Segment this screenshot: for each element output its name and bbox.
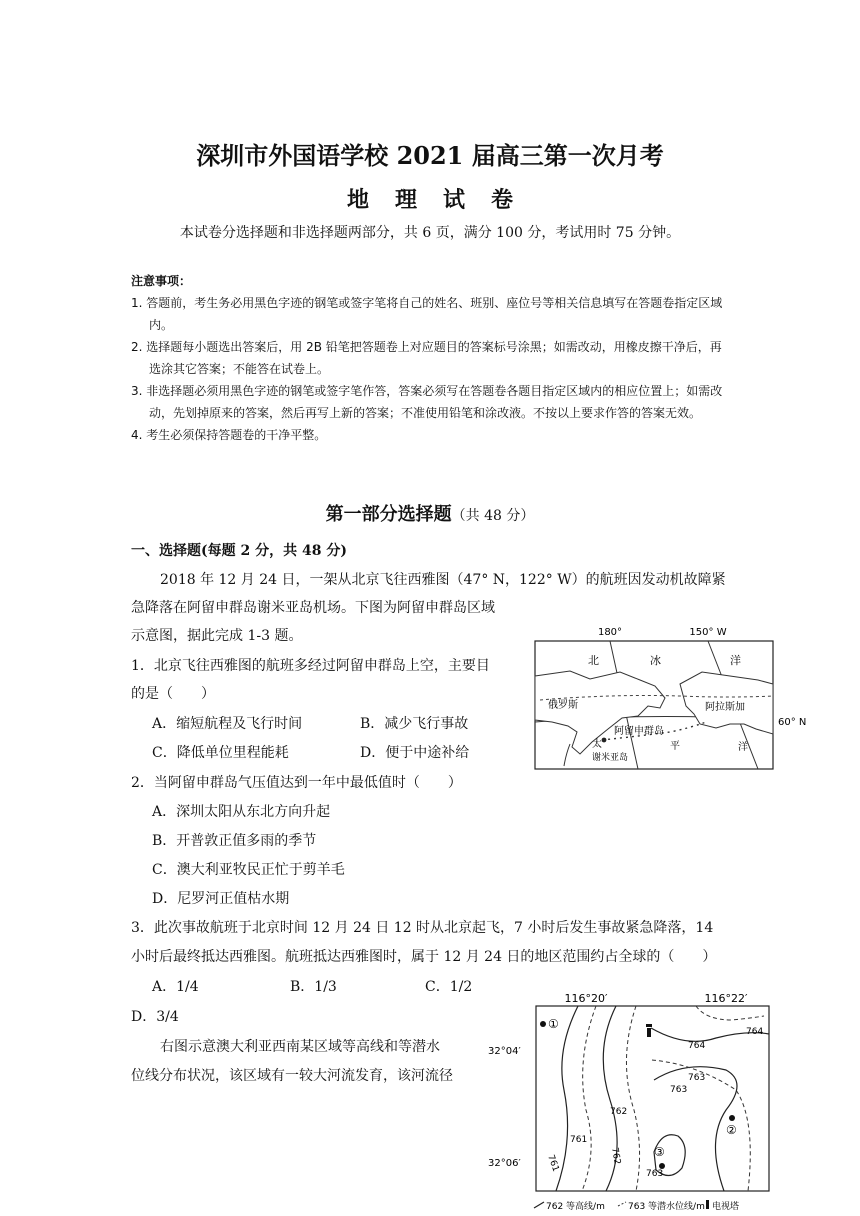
label-761b: 761 <box>545 1153 561 1174</box>
q3-option-c: C．1/2 <box>425 979 473 995</box>
map2-lat-1: 32°04′ <box>488 1046 521 1057</box>
label-aleutian: 阿留申群岛 <box>614 726 664 737</box>
aleutian-map <box>530 624 820 774</box>
point-2-label: ② <box>726 1123 737 1137</box>
q2-option-b: B．开普敦正值多雨的季节 <box>152 833 317 849</box>
label-pacific-ping: 平 <box>670 741 680 752</box>
q3-stem-line1: 3．此次事故航班于北京时间 12 月 24 日 12 时从北京起飞，7 小时后发生事故紧急降落，14 <box>131 920 714 936</box>
legend-contour: 762 等高线/m <box>546 1202 605 1212</box>
point-2-marker <box>729 1115 735 1121</box>
q2-option-a: A．深圳太阳从东北方向升起 <box>152 804 331 820</box>
page-subtitle: 地理试卷 <box>346 187 539 213</box>
label-762b: 762 <box>609 1146 622 1166</box>
map2-lon-1: 116°20′ <box>564 992 608 1005</box>
map1-lat-60n: 60° N <box>778 717 807 728</box>
q1-stem-line1: 1．北京飞往西雅图的航班多经过阿留申群岛上空，主要目 <box>131 658 490 674</box>
note-item-1: 1. 答题前，考生务必用黑色字迹的钢笔或签字笔将自己的姓名、班别、座位号等相关信息填写在答题卷指定区域内。 <box>131 296 723 332</box>
label-763a: 763 <box>688 1073 706 1083</box>
passage1-line3: 示意图，据此完成 1-3 题。 <box>131 628 303 644</box>
page-title: 深圳市外国语学校 2021 届高三第一次月考 <box>196 141 664 170</box>
exam-intro: 本试卷分选择题和非选择题两部分，共 6 页，满分 100 分，考试用时 75 分钟。 <box>179 225 681 241</box>
notes-heading: 注意事项： <box>131 274 192 288</box>
legend-contour-line <box>534 1202 544 1208</box>
notes-block <box>131 270 731 446</box>
label-764b: 764 <box>688 1041 706 1051</box>
q2-option-c: C．澳大利亚牧民正忙于剪羊毛 <box>152 862 345 878</box>
label-alaska: 阿拉斯加 <box>705 702 745 713</box>
q1-option-b: B．减少飞行事故 <box>360 716 469 732</box>
shemya-marker <box>602 738 607 743</box>
legend-tower-icon <box>706 1200 709 1209</box>
q3-option-d: D．3/4 <box>131 1009 179 1025</box>
passage1-line1: 2018 年 12 月 24 日，一架从北京飞往西雅图（47° N，122° W）的航班因发动机故障紧 <box>160 572 726 588</box>
legend-watertable-line <box>618 1202 626 1206</box>
legend-tower: 电视塔 <box>712 1202 740 1212</box>
contour-map <box>486 990 776 1216</box>
q3-option-a: A．1/4 <box>152 979 199 995</box>
q3-option-b: B．1/3 <box>290 979 337 995</box>
label-761a: 761 <box>570 1135 588 1145</box>
label-pacific-yang: 洋 <box>738 742 748 753</box>
map1-lon-150w: 150° W <box>689 627 727 638</box>
map2-lon-2: 116°22′ <box>704 992 748 1005</box>
passage2-line2: 位线分布状况，该区域有一较大河流发育，该河流径 <box>131 1068 453 1084</box>
label-763b: 763 <box>670 1085 688 1095</box>
part-title <box>0 500 860 526</box>
note-item-4: 4. 考生必须保持答题卷的干净平整。 <box>131 428 327 442</box>
label-pacific-tai: 太 <box>592 739 602 750</box>
q1-option-d: D．便于中途补给 <box>360 745 470 761</box>
label-shemya: 谢米亚岛 <box>592 753 629 763</box>
point-1-label: ① <box>548 1017 559 1031</box>
note-item-3: 3. 非选择题必须用黑色字迹的钢笔或签字笔作答，答案必须写在答题卷各题目指定区域内的相应位置上；如需改动，先划掉原来的答案，然后再写上新的答案；不准使用铅笔和涂改液。不按以上要求作答的答案无效。 <box>131 384 723 420</box>
section-title: 一、选择题(每题 2 分，共 48 分) <box>131 543 347 559</box>
passage2-line1: 右图示意澳大利亚西南某区域等高线和等潜水 <box>160 1039 440 1055</box>
q1-option-c: C．降低单位里程能耗 <box>152 745 289 761</box>
passage1-line2: 急降落在阿留申群岛谢米亚岛机场。下图为阿留申群岛区域 <box>131 600 495 616</box>
q3-stem-line2: 小时后最终抵达西雅图。航班抵达西雅图时，属于 12 月 24 日的地区范围约占全球的（ ） <box>131 949 717 965</box>
part-score: （共 48 分） <box>451 508 535 524</box>
point-1-marker <box>540 1021 546 1027</box>
point-3-label: ③ <box>654 1145 665 1159</box>
note-item-2: 2. 选择题每小题选出答案后，用 2B 铅笔把答题卷上对应题目的答案标号涂黑；如需改动，用橡皮擦干净后，再选涂其它答案；不能答在试卷上。 <box>131 340 722 376</box>
q1-stem-line2: 的是（ ） <box>131 686 215 702</box>
q2-stem: 2．当阿留申群岛气压值达到一年中最低值时（ ） <box>131 775 462 791</box>
map2-lat-2: 32°06′ <box>488 1158 521 1169</box>
map1-lon-180: 180° <box>597 627 623 638</box>
part-title-text: 第一部分选择题 <box>325 504 452 525</box>
label-russia: 俄罗斯 <box>548 700 578 711</box>
point-3-marker <box>659 1163 665 1169</box>
label-764a: 764 <box>746 1027 764 1037</box>
label-762a: 762 <box>610 1107 628 1117</box>
legend-watertable: 763 等潜水位线/m <box>628 1202 705 1212</box>
label-yang: 洋 <box>730 654 741 667</box>
label-763c: 763 <box>646 1169 664 1179</box>
q1-option-a: A．缩短航程及飞行时间 <box>152 716 303 732</box>
label-bei: 北 <box>588 654 599 667</box>
label-bing: 冰 <box>650 654 661 667</box>
q2-option-d: D．尼罗河正值枯水期 <box>152 891 290 907</box>
